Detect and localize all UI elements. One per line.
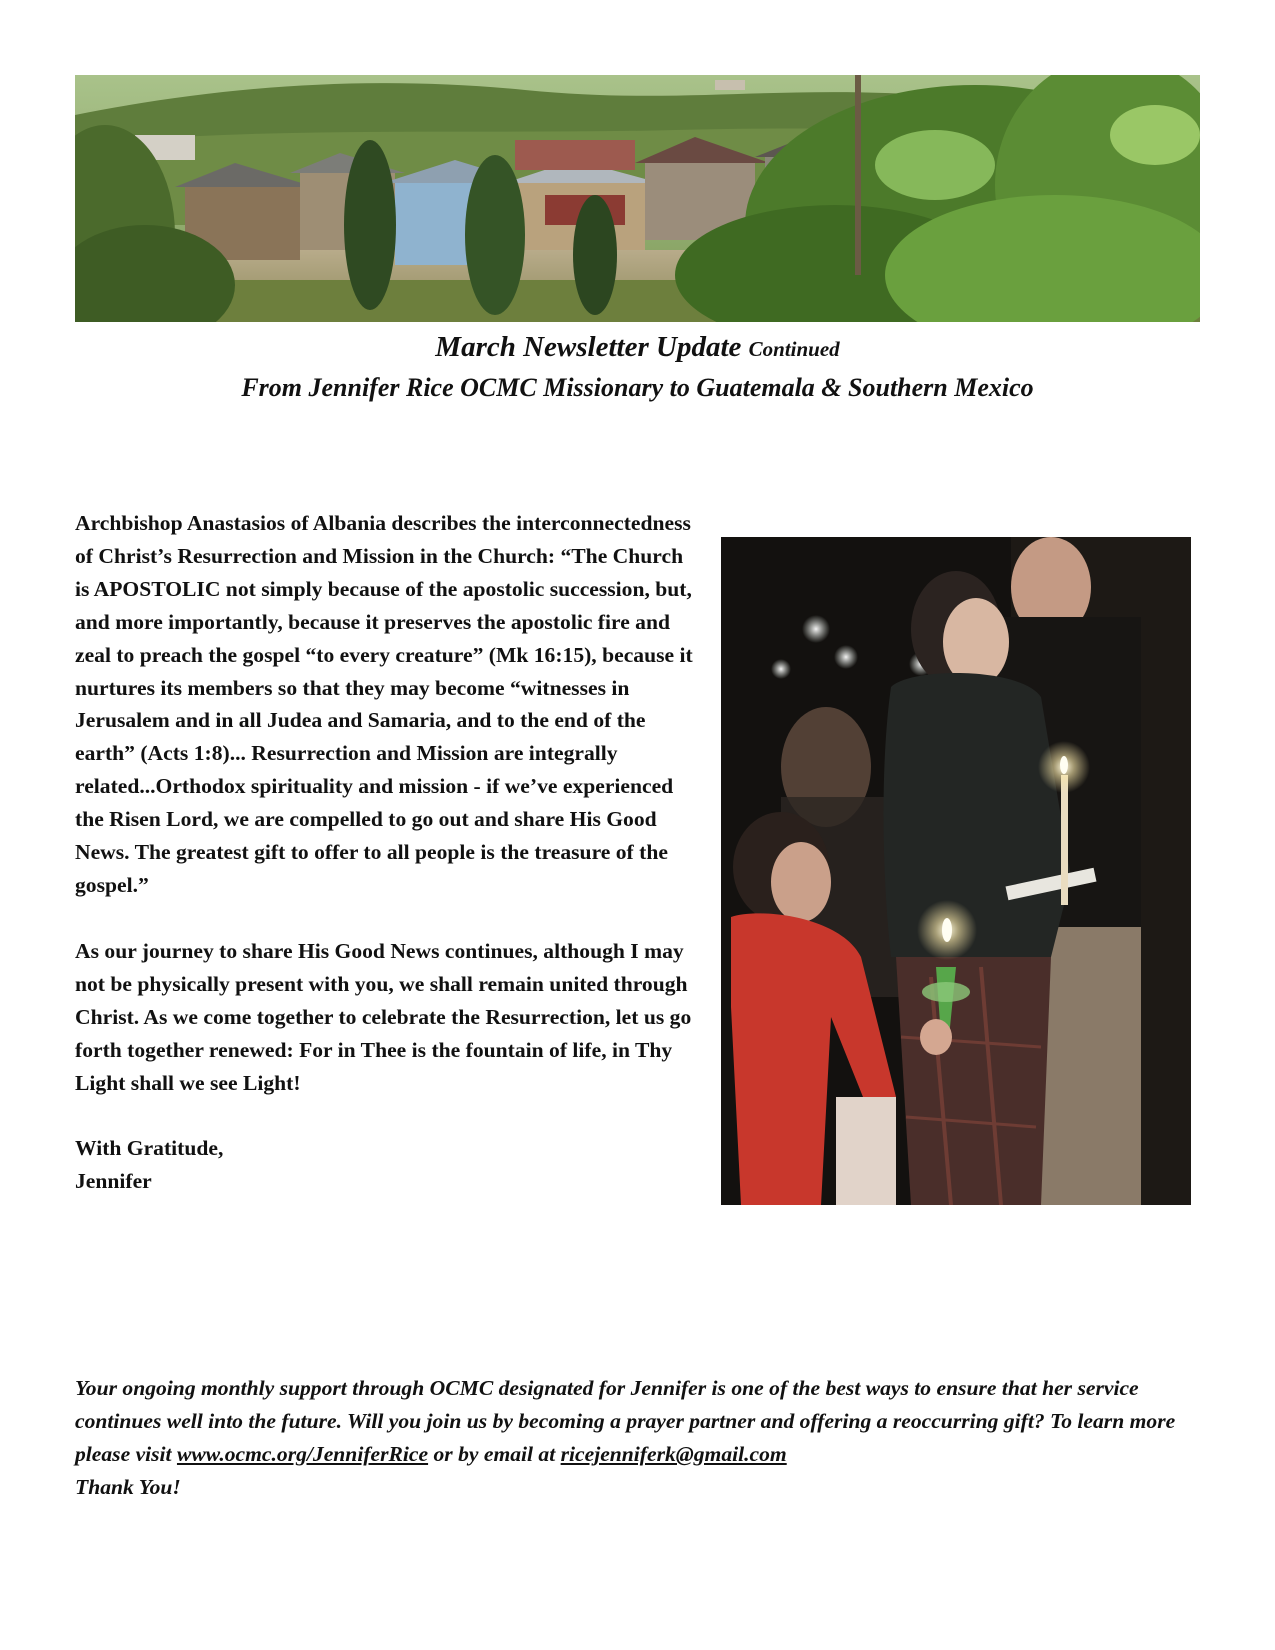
banner-photo	[75, 75, 1200, 322]
quote-paragraph: Archbishop Anastasios of Albania describes the interconnectedness of Christ’s Resurrection and Mission in the Church: “The Church is APOSTOLIC not simply because of the apostolic succession, but, and more importantly, because it preserves the apostolic fire and zeal to preach the gospel “to every creature” (Mk 16:15), because it nurtures its members so that they may become “witnesses in Jerusalem and in all Judea and Samaria, and to the end of the earth” (Acts 1:8)... Resurrection and Mission are integrally related...Orthodox spirituality and mission - if we’ve experienced the Risen Lord, we are compelled to go out and share His Good News. The greatest gift to offer to all people is the treasure of the gospel.”	[75, 511, 693, 897]
support-appeal	[75, 1372, 1205, 1504]
title-suffix: Continued	[748, 337, 840, 361]
thank-you: Thank You!	[75, 1475, 181, 1499]
website-link[interactable]: www.ocmc.org/JenniferRice	[176, 1442, 429, 1466]
newsletter-subtitle: From Jennifer Rice OCMC Missionary to Guatemala & Southern Mexico	[241, 373, 1034, 402]
signature: Jennifer	[75, 1169, 152, 1194]
email-link[interactable]: ricejenniferk@gmail.com	[560, 1442, 787, 1466]
closing-line: With Gratitude,	[75, 1136, 224, 1161]
journey-paragraph: As our journey to share His Good News continues, although I may not be physically present with you, we shall remain united through Christ. As we come together to celebrate the Resurrection, let us go forth together renewed: For in Thee is the fountain of life, in Thy Light shall we see Light!	[75, 938, 692, 1095]
closing	[75, 1132, 700, 1198]
appeal-text: Your ongoing monthly support through OCMC designated for Jennifer is one of the best ways to ensure that her service continues well into the future. Will you join us by becoming a prayer partner and offering a reoccurring gift? To learn more please visit	[75, 1376, 1176, 1466]
candlelight-photo	[721, 537, 1191, 1205]
header	[75, 328, 1200, 406]
letter-body	[75, 507, 700, 1231]
title-text: March Newsletter Update	[435, 331, 742, 363]
newsletter-title	[75, 328, 1200, 368]
appeal-text-email: or by email at	[428, 1442, 561, 1466]
